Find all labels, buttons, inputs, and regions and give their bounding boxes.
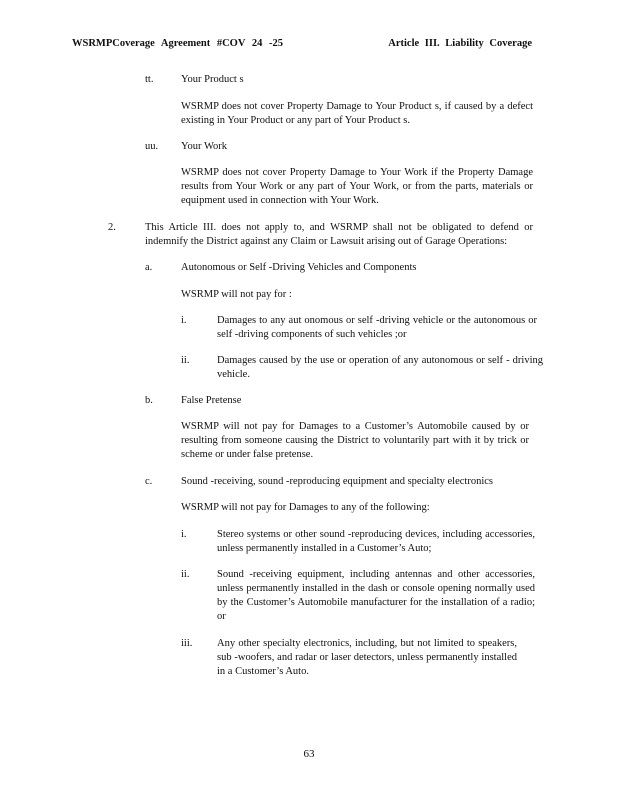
section-uu-title: Your Work (181, 141, 228, 152)
section-a-title: Autonomous or Self -Driving Vehicles and Components (181, 262, 417, 273)
section-c-ii-text: Sound -receiving equipment, including antennas and other accessories, unless permanently installed in the dash or console opening normally used by the Customer’s Automobile manufacturer for the installation of a radio; or (217, 569, 535, 622)
section-b-title: False Pretense (181, 395, 242, 406)
section-c-i-label: i. (181, 529, 187, 540)
section-c-title: Sound -receiving, sound -reproducing equipment and specialty electronics (181, 476, 493, 487)
item-2-text: This Article III. does not apply to, and WSRMP shall not be obligated to defend or indemnify the District against any Claim or Lawsuit arising out of Garage Operations: (145, 222, 533, 247)
section-uu-text: WSRMP does not cover Property Damage to Your Work if the Property Damage results from Your Work or any part of Your Work, or from the parts, materials or equipment used in connection with Your Work. (181, 167, 533, 206)
section-c-ii-label: ii. (181, 569, 190, 580)
header-left: WSRMPCoverage Agreement #COV 24 -25 (72, 38, 283, 49)
section-a-i-label: i. (181, 315, 187, 326)
section-a-label: a. (145, 262, 153, 273)
section-tt-label: tt. (145, 74, 154, 85)
section-c-intro: WSRMP will not pay for Damages to any of the following: (181, 502, 430, 513)
section-tt-title: Your Product s (181, 74, 244, 85)
section-c-label: c. (145, 476, 153, 487)
section-c-iii-text: Any other specialty electronics, including, but not limited to speakers, sub -woofers, and radar or laser detectors, unless permanently installed in a Customer’s Auto. (217, 638, 517, 677)
section-c-iii-label: iii. (181, 638, 193, 649)
section-a-i-text: Damages to any aut onomous or self -driving vehicle or the autonomous or self -driving components of such vehicles ;or (217, 315, 537, 340)
section-b-label: b. (145, 395, 153, 406)
section-a-intro: WSRMP will not pay for : (181, 289, 292, 300)
item-2-label: 2. (108, 222, 116, 233)
section-uu-label: uu. (145, 141, 159, 152)
section-c-i-text: Stereo systems or other sound -reproducing devices, including accessories, unless permanently installed in a Customer’s Auto; (217, 529, 535, 554)
header-right: Article III. Liability Coverage (388, 38, 532, 49)
section-tt-text: WSRMP does not cover Property Damage to Your Product s, if caused by a defect existing in Your Product or any part of Your Product s. (181, 101, 533, 126)
page-number: 63 (303, 748, 315, 760)
section-b-text: WSRMP will not pay for Damages to a Customer’s Automobile caused by or resulting from someone causing the District to voluntarily part with it by trick or scheme or under false pretense. (181, 421, 529, 460)
section-a-ii-label: ii. (181, 355, 190, 366)
section-a-ii-text: Damages caused by the use or operation of any autonomous or self - driving vehicle. (217, 355, 543, 380)
